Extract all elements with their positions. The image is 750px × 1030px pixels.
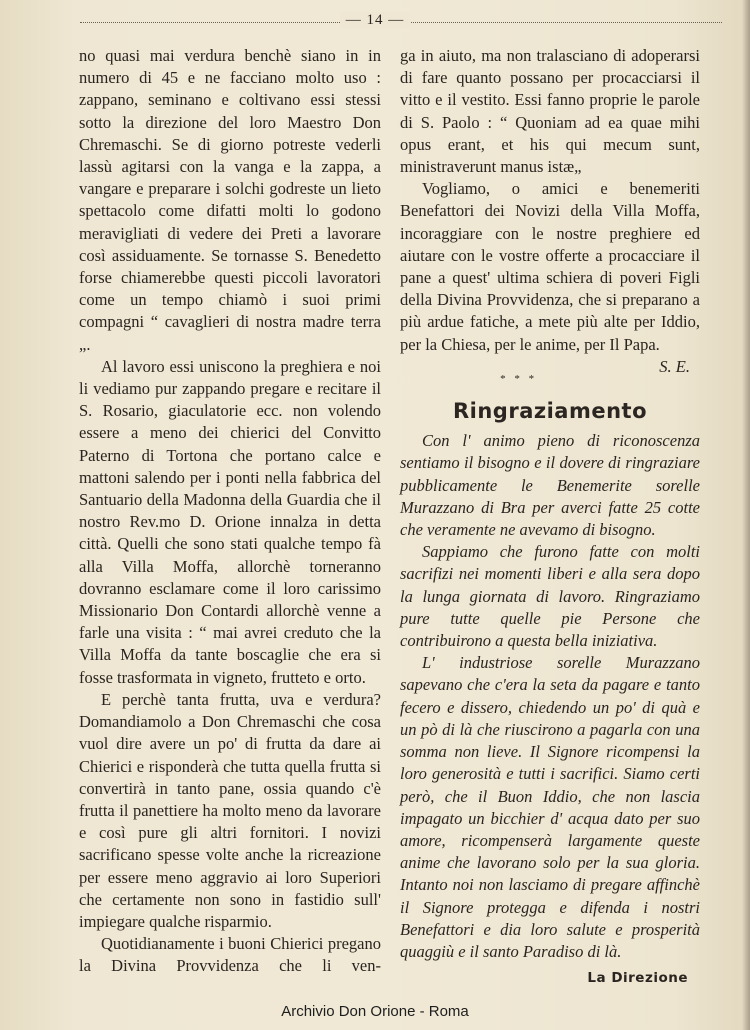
sign-off: La Direzione xyxy=(587,970,688,987)
page-edge-shadow xyxy=(742,0,750,1030)
paragraph-4: Quotidianamente i buoni Chierici pregano la Divina Provvidenza che li ven- xyxy=(79,934,381,976)
section-separator: * * * xyxy=(500,372,538,385)
signature-initials: S. E. xyxy=(659,356,690,376)
appeal-paragraph: Vogliamo, o amici e benemeriti Benefattori dei Novizi della Villa Moffa, incoraggiare con le nostre preghiere ed aiutare con le vostre offerte a procacciare il pane a quest' ultima schiera di poveri Figli della Divina Provvidenza, che si preparano a più ardue fatiche, a mete più alte per Iddio, per la Chiesa, per le anime, per Il Papa. S. E. xyxy=(400,178,700,356)
continuation-paragraph: ga in aiuto, ma non tralasciano di adoperarsi di fare quanto possano per procacciarsi il vitto e il vestito. Essi fanno proprie le parole di S. Paolo : “ Quoniam ad ea quae mihi opus erant, et his qui mecum sunt, ministraverunt manus istæ„ xyxy=(400,46,700,177)
thanks-paragraph-1: Con l' animo pieno di riconoscenza sentiamo il bisogno e il dovere di ringraziare pubblicamente le Benemerite sorelle Murazzano di Bra per averci fatte 25 cotte che veramente ne avevamo di bisogno. xyxy=(400,431,700,540)
thanks-paragraph-2: Sappiamo che furono fatte con molti sacrifizi nei momenti liberi e alla sera dopo la lunga giornata di lavoro. Ringraziamo pure tutte quelle pie Persone che contribuirono a questa bella iniziativa. xyxy=(400,542,700,651)
paragraph-1: no quasi mai verdura benchè siano in in numero di 45 e ne facciano molto uso : zappano, seminano e coltivano essi stessi sotto la direzione del loro Maestro Don Chremaschi. Se di giorno potreste vederli lassù agitarsi con la vanga e la zappa, a vangare e preparare i solchi godreste un lieto spettacolo come difatti molti lo godono meravigliati di vedere dei Preti a lavorare così assiduamente. Se tornasse S. Benedetto forse chiamerebbe questi piccoli lavoratori come un tempo chiamò i suoi primi compagni “ cavaglieri di nostra madre terra „. xyxy=(79,46,381,354)
archive-footer: Archivio Don Orione - Roma xyxy=(281,1003,469,1020)
thanks-paragraph-3: L' industriose sorelle Murazzano sapevano che c'era la seta da pagare e tanto fecero e dissero, chiedendo un po' di quà e un pò di là che riuscirono a pagarla con una somma non lieve. Il Signore ricompensi la loro generosità e tutti i sacrifici. Siamo certi però, che il Buon Iddio, che non lascia impagato un bicchier d' acqua dato per suo amore, ricompenserà largamente queste anime che lavorano solo per la sua gloria. Intanto noi non lasciamo di pregare affinchè il Signore protegga e difenda i nostri Benefattori e dia loro salute e prosperità quaggiù e il santo Paradiso di là. xyxy=(400,653,700,961)
left-column xyxy=(79,45,381,978)
paragraph-3: E perchè tanta frutta, uva e verdura? Domandiamolo a Don Chremaschi che cosa vuol dire avere un po' di frutta da dare ai Chierici e risponderà che tutta quella frutta si convertirà in tanto pane, ossia quando c'è frutta il panettiere ha molto meno da lavorare e così pure gli altri fornitori. I novizi sacrificano spesse volte anche la ricreazione per essere meno aggravio ai loro Superiori che certamente non sono in fastidio sull' impiegare qualche risparmio. xyxy=(79,689,381,931)
section-heading: Ringraziamento xyxy=(452,399,647,424)
page-number: — 14 — xyxy=(0,12,750,29)
paragraph-2: Al lavoro essi uniscono la preghiera e noi li vediamo pur zappando pregare e recitare il S. Rosario, giaculatorie ecc. non volendo essere a meno dei chierici del Convitto Paterno di Tortona che portano calce e mattoni salendo per i ponti nella fabbrica del Santuario della Madonna della Guardia che il nostro Rev.mo D. Orione innalza in detta città. Quelli che sono stati qualche tempo fà alla Villa Moffa, allorchè torneranno dovranno esclamare come il loro carissimo Missionario Don Contardi allorchè venne a farle una visita : “ mai avrei creduto che la Villa Moffa da tante boscaglie che era si fosse trasformata in vigneto, frutteto e orto. xyxy=(79,356,381,687)
right-column xyxy=(400,45,700,989)
